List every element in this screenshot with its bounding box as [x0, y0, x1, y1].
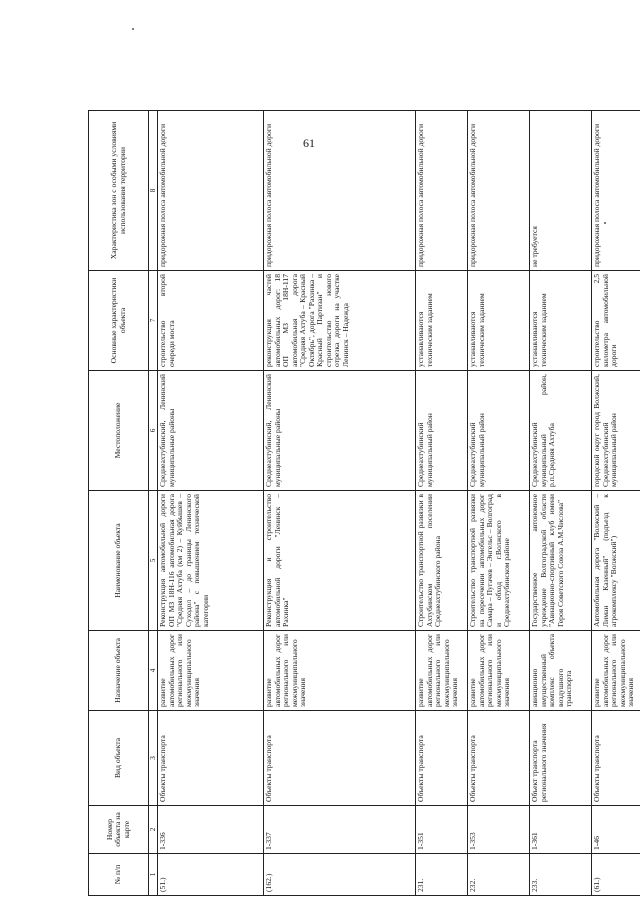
cell-num: 232.: [468, 854, 530, 896]
cell-purpose: развитие автомобильных дорог регионального или межмуниципального значения: [264, 631, 416, 711]
cell-features: устанавливаются техническим заданием: [416, 271, 468, 371]
column-number: 7: [149, 271, 158, 371]
header-map-number: Номер объекта на карте: [89, 806, 149, 854]
cell-map-number: 1-351: [416, 806, 468, 854]
cell-map-number: 1-337: [264, 806, 416, 854]
cell-features: строительство второй очереди моста: [158, 271, 264, 371]
cell-zones: придорожная полоса автомобильной дороги: [158, 111, 264, 271]
cell-num: 233.: [530, 854, 592, 896]
cell-purpose: развитие автомобильных дорог регионального или межмуниципального значения: [468, 631, 530, 711]
table-row: [416, 111, 468, 896]
column-number: 4: [149, 631, 158, 711]
cell-num: (51.): [158, 854, 264, 896]
cell-kind: Объекты транспорта: [416, 711, 468, 806]
cell-features: устанавливаются техническим заданием: [530, 271, 592, 371]
header-name: Наименование объекта: [89, 491, 149, 631]
cell-name: Реконструкция автомобильной дороги ОП МЗ 18Н-116 автомобильная дорога "Средняя Ахтуба (км 2) – Куйбышев – Суходол – до границы Ленинского района" с повышением технической категории: [158, 491, 264, 631]
table-row: [468, 111, 530, 896]
header-row: [89, 111, 149, 896]
scan-speck: [132, 28, 134, 30]
cell-zones: придорожная полоса автомобильной дороги: [264, 111, 416, 271]
table-row: [592, 111, 640, 896]
cell-purpose: развитие автомобильных дорог регионального или межмуниципального значения: [592, 631, 640, 711]
column-number: 6: [149, 371, 158, 491]
cell-zones: придорожная полоса автомобильной дороги: [592, 111, 640, 271]
cell-purpose: развитие автомобильных дорог регионального или межмуниципального значения: [416, 631, 468, 711]
cell-num: 231.: [416, 854, 468, 896]
cell-purpose: авиационно имущественный комплекс объекта воздушного транспорта: [530, 631, 592, 711]
cell-kind: Объекты транспорта: [468, 711, 530, 806]
cell-location: Среднеахтубинский, Ленинский муниципальные районы: [264, 371, 416, 491]
cell-location: Среднеахтубинский муниципальный район, р.п.Средняя Ахтуба: [530, 371, 592, 491]
header-kind: Вид объекта: [89, 711, 149, 806]
cell-location: Среднеахтубинский муниципальный район: [468, 371, 530, 491]
cell-location: Среднеахтубинский, Ленинский муниципальные районы: [158, 371, 264, 491]
header-features: Основные характеристики объекта: [89, 271, 149, 371]
cell-features: строительство 2,5 километра автомобильной дороги: [592, 271, 640, 371]
cell-kind: Объект транспорта регионального значения: [530, 711, 592, 806]
page-number: 61: [303, 136, 315, 150]
cell-map-number: 1-361: [530, 806, 592, 854]
cell-location: Среднеахтубинский муниципальный район: [416, 371, 468, 491]
header-location: Местоположение: [89, 371, 149, 491]
cell-name: Строительство транспортной развязки на пересечении автомобильных дорог Самара – Пугачев – Энгельс – Волгоград и обход г.Волжского в Среднеахтубинском районе: [468, 491, 530, 631]
cell-map-number: 1-336: [158, 806, 264, 854]
table-row: [158, 111, 264, 896]
header-zones: Характеристика зон с особыми условиями использования территории: [89, 111, 149, 271]
column-number: 1: [149, 854, 158, 896]
table-row: [530, 111, 592, 896]
cell-zones: придорожная полоса автомобильной дороги: [416, 111, 468, 271]
cell-features: устанавливаются техническим заданием: [468, 271, 530, 371]
cell-zones: не требуется: [530, 111, 592, 271]
cell-zones: придорожная полоса автомобильной дороги: [468, 111, 530, 271]
cell-name: Автомобильная дорога "Волжский – Лиман Казенный" (подъезд к агрокомплексу "Волжский"): [592, 491, 640, 631]
cell-name: Реконструкция и строительство автомобильной дороги "Ленинск – Рахинка": [264, 491, 416, 631]
column-number: 8: [149, 111, 158, 271]
header-num: № п/п: [89, 854, 149, 896]
scan-speck: [604, 222, 606, 224]
header-purpose: Назначение объекта: [89, 631, 149, 711]
cell-name: Строительство транспортной развязки в Ахтубинском поселении Среднеахтубинского района: [416, 491, 468, 631]
table-row: [264, 111, 416, 896]
column-numbers-row: [149, 111, 158, 896]
cell-kind: Объекты транспорта: [158, 711, 264, 806]
cell-features: реконструкция частей автомобильных дорог: 18 ОП МЗ 18Н-117 автомобильная дорога "Средняя Ахтуба – Красный Октябрь", дорога "Рахинка – Красный Партизан" и строительство нового отрезка дороги на участке Ленинск – Надежда: [264, 271, 416, 371]
cell-name: Государственное автономное учреждение Волгоградской области "Авиационно-спортивный клуб имени Героя Советского Союза А.М.Числова": [530, 491, 592, 631]
column-number: 2: [149, 806, 158, 854]
cell-kind: Объекты транспорта: [264, 711, 416, 806]
cell-location: городской округ город Волжский, Среднеахтубинский муниципальный район: [592, 371, 640, 491]
objects-table: [88, 110, 640, 896]
cell-num: (162.): [264, 854, 416, 896]
cell-num: (61.): [592, 854, 640, 896]
cell-purpose: развитие автомобильных дорог регионального или межмуниципального значения: [158, 631, 264, 711]
cell-kind: Объекты транспорта: [592, 711, 640, 806]
column-number: 5: [149, 491, 158, 631]
cell-map-number: 1-46: [592, 806, 640, 854]
cell-map-number: 1-353: [468, 806, 530, 854]
column-number: 3: [149, 711, 158, 806]
